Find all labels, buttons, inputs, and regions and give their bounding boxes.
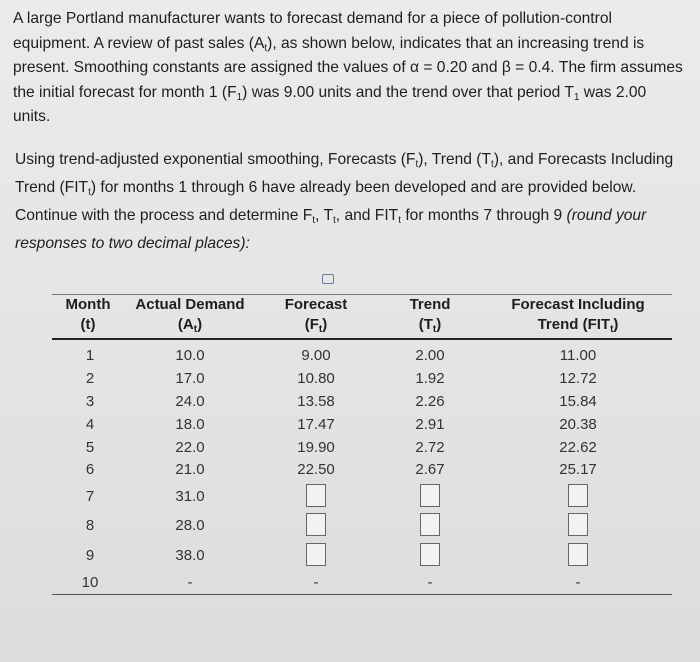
header-fit bbox=[488, 295, 668, 335]
cell-fit: - bbox=[575, 574, 581, 591]
symbol: ) bbox=[197, 316, 203, 333]
header-label: Actual Demand bbox=[135, 296, 245, 313]
input-fit-month-8[interactable] bbox=[568, 513, 588, 536]
cell-actual-demand: 28.0 bbox=[175, 517, 205, 534]
header-label: Trend bbox=[409, 296, 451, 313]
cell-forecast: - bbox=[313, 574, 319, 591]
input-trend-month-8[interactable] bbox=[420, 513, 440, 536]
cell-fit: 15.84 bbox=[559, 393, 597, 410]
text: ), as shown below, indicates that an increasing trend is present. Smoothing constants are assigned the values of α = 0.20 and β = 0.4. The firm assumes the initial forecast for month 1 (F bbox=[13, 34, 683, 101]
cell-fit: 22.62 bbox=[559, 439, 597, 456]
text: , and FIT bbox=[335, 207, 399, 224]
input-trend-month-7[interactable] bbox=[420, 484, 440, 507]
cell-trend: - bbox=[427, 574, 433, 591]
cell-month: 9 bbox=[85, 547, 95, 564]
cell-trend: 2.67 bbox=[415, 461, 445, 478]
cell-trend: 1.92 bbox=[415, 370, 445, 387]
header-month bbox=[53, 295, 123, 335]
text: for months 7 through 9 bbox=[400, 207, 567, 224]
header-symbol bbox=[266, 315, 366, 335]
cell-month: 6 bbox=[85, 461, 95, 478]
symbol: ) bbox=[436, 316, 442, 333]
subscript: t bbox=[432, 324, 437, 335]
text: was 2.00 units. bbox=[13, 83, 647, 125]
subscript: t bbox=[88, 187, 91, 198]
cell-actual-demand: 10.0 bbox=[175, 347, 205, 364]
input-forecast-month-7[interactable] bbox=[306, 484, 326, 507]
subscript: t bbox=[264, 42, 268, 54]
cell-actual-demand: - bbox=[187, 574, 193, 591]
cell-month: 5 bbox=[85, 439, 95, 456]
subscript: t bbox=[415, 159, 419, 170]
subscript: t bbox=[312, 215, 316, 226]
input-forecast-month-9[interactable] bbox=[306, 543, 326, 566]
subscript: t bbox=[333, 215, 336, 226]
text: A large Portland manufacturer wants to forecast demand for a piece of pollution-control equipment. A review of past sales (A bbox=[13, 10, 612, 52]
input-fit-month-9[interactable] bbox=[568, 543, 588, 566]
text: ), Trend (T bbox=[418, 151, 492, 168]
header-label: Month bbox=[65, 296, 111, 313]
text: Using trend-adjusted exponential smoothing, Forecasts (F bbox=[15, 151, 416, 168]
cell-forecast: 22.50 bbox=[297, 461, 335, 478]
cell-actual-demand: 22.0 bbox=[175, 439, 205, 456]
text: ) was 9.00 units and the trend over that period T bbox=[242, 83, 574, 101]
cell-actual-demand: 31.0 bbox=[175, 488, 205, 505]
problem-paragraph-2 bbox=[15, 146, 685, 258]
cell-trend: 2.26 bbox=[415, 393, 445, 410]
cell-fit: 20.38 bbox=[559, 416, 597, 433]
table-bottom-rule bbox=[52, 594, 672, 595]
cell-actual-demand: 38.0 bbox=[175, 547, 205, 564]
text: ) for months 1 through 6 have already been developed and are provided below. Continue with the process and determine F bbox=[15, 179, 637, 224]
symbol: Trend (FIT bbox=[537, 316, 611, 333]
cell-trend: 2.91 bbox=[415, 416, 445, 433]
text: , T bbox=[315, 207, 334, 224]
cell-month: 3 bbox=[85, 393, 95, 410]
header-symbol bbox=[120, 315, 260, 335]
cell-month: 1 bbox=[85, 347, 95, 364]
cell-actual-demand: 18.0 bbox=[175, 416, 205, 433]
cell-forecast: 17.47 bbox=[297, 416, 335, 433]
cell-forecast: 9.00 bbox=[301, 347, 331, 364]
cell-month: 2 bbox=[85, 370, 95, 387]
cell-actual-demand: 17.0 bbox=[175, 370, 205, 387]
cell-month: 8 bbox=[85, 517, 95, 534]
header-symbol bbox=[488, 315, 668, 335]
text: ), and Forecasts Including Trend (FIT bbox=[15, 151, 674, 196]
rounding-instruction: (round your responses to two decimal places): bbox=[15, 207, 647, 252]
subscript: t bbox=[398, 215, 401, 226]
cell-forecast: 19.90 bbox=[297, 439, 335, 456]
cell-forecast: 10.80 bbox=[297, 370, 335, 387]
copy-table-icon[interactable] bbox=[322, 274, 334, 284]
cell-month: 4 bbox=[85, 416, 95, 433]
cell-month: 10 bbox=[81, 574, 99, 591]
symbol: ) bbox=[613, 316, 619, 333]
symbol: ) bbox=[322, 316, 328, 333]
cell-actual-demand: 21.0 bbox=[175, 461, 205, 478]
problem-paragraph-1 bbox=[13, 7, 683, 130]
subscript: t bbox=[318, 324, 323, 335]
subscript: t bbox=[610, 324, 614, 335]
cell-forecast: 13.58 bbox=[297, 393, 335, 410]
header-trend bbox=[390, 295, 470, 335]
header-label: Forecast bbox=[284, 296, 348, 313]
header-label: Forecast Including bbox=[511, 296, 645, 313]
subscript: 1 bbox=[236, 91, 243, 103]
input-trend-month-9[interactable] bbox=[420, 543, 440, 566]
cell-fit: 11.00 bbox=[559, 347, 597, 364]
cell-month: 7 bbox=[85, 488, 95, 505]
input-forecast-month-8[interactable] bbox=[306, 513, 326, 536]
header-actual-demand bbox=[120, 295, 260, 335]
subscript: t bbox=[193, 324, 198, 335]
cell-fit: 12.72 bbox=[559, 370, 597, 387]
symbol: (t) bbox=[80, 316, 96, 333]
cell-fit: 25.17 bbox=[559, 461, 597, 478]
symbol: (T bbox=[418, 316, 433, 333]
symbol: (A bbox=[177, 316, 194, 333]
header-symbol bbox=[53, 315, 123, 335]
input-fit-month-7[interactable] bbox=[568, 484, 588, 507]
header-rule bbox=[52, 338, 672, 340]
subscript: t bbox=[491, 159, 494, 170]
cell-actual-demand: 24.0 bbox=[175, 393, 205, 410]
symbol: (F bbox=[304, 316, 319, 333]
subscript: 1 bbox=[573, 91, 580, 103]
cell-trend: 2.72 bbox=[415, 439, 445, 456]
header-symbol bbox=[390, 315, 470, 335]
cell-trend: 2.00 bbox=[415, 347, 445, 364]
header-forecast bbox=[266, 295, 366, 335]
